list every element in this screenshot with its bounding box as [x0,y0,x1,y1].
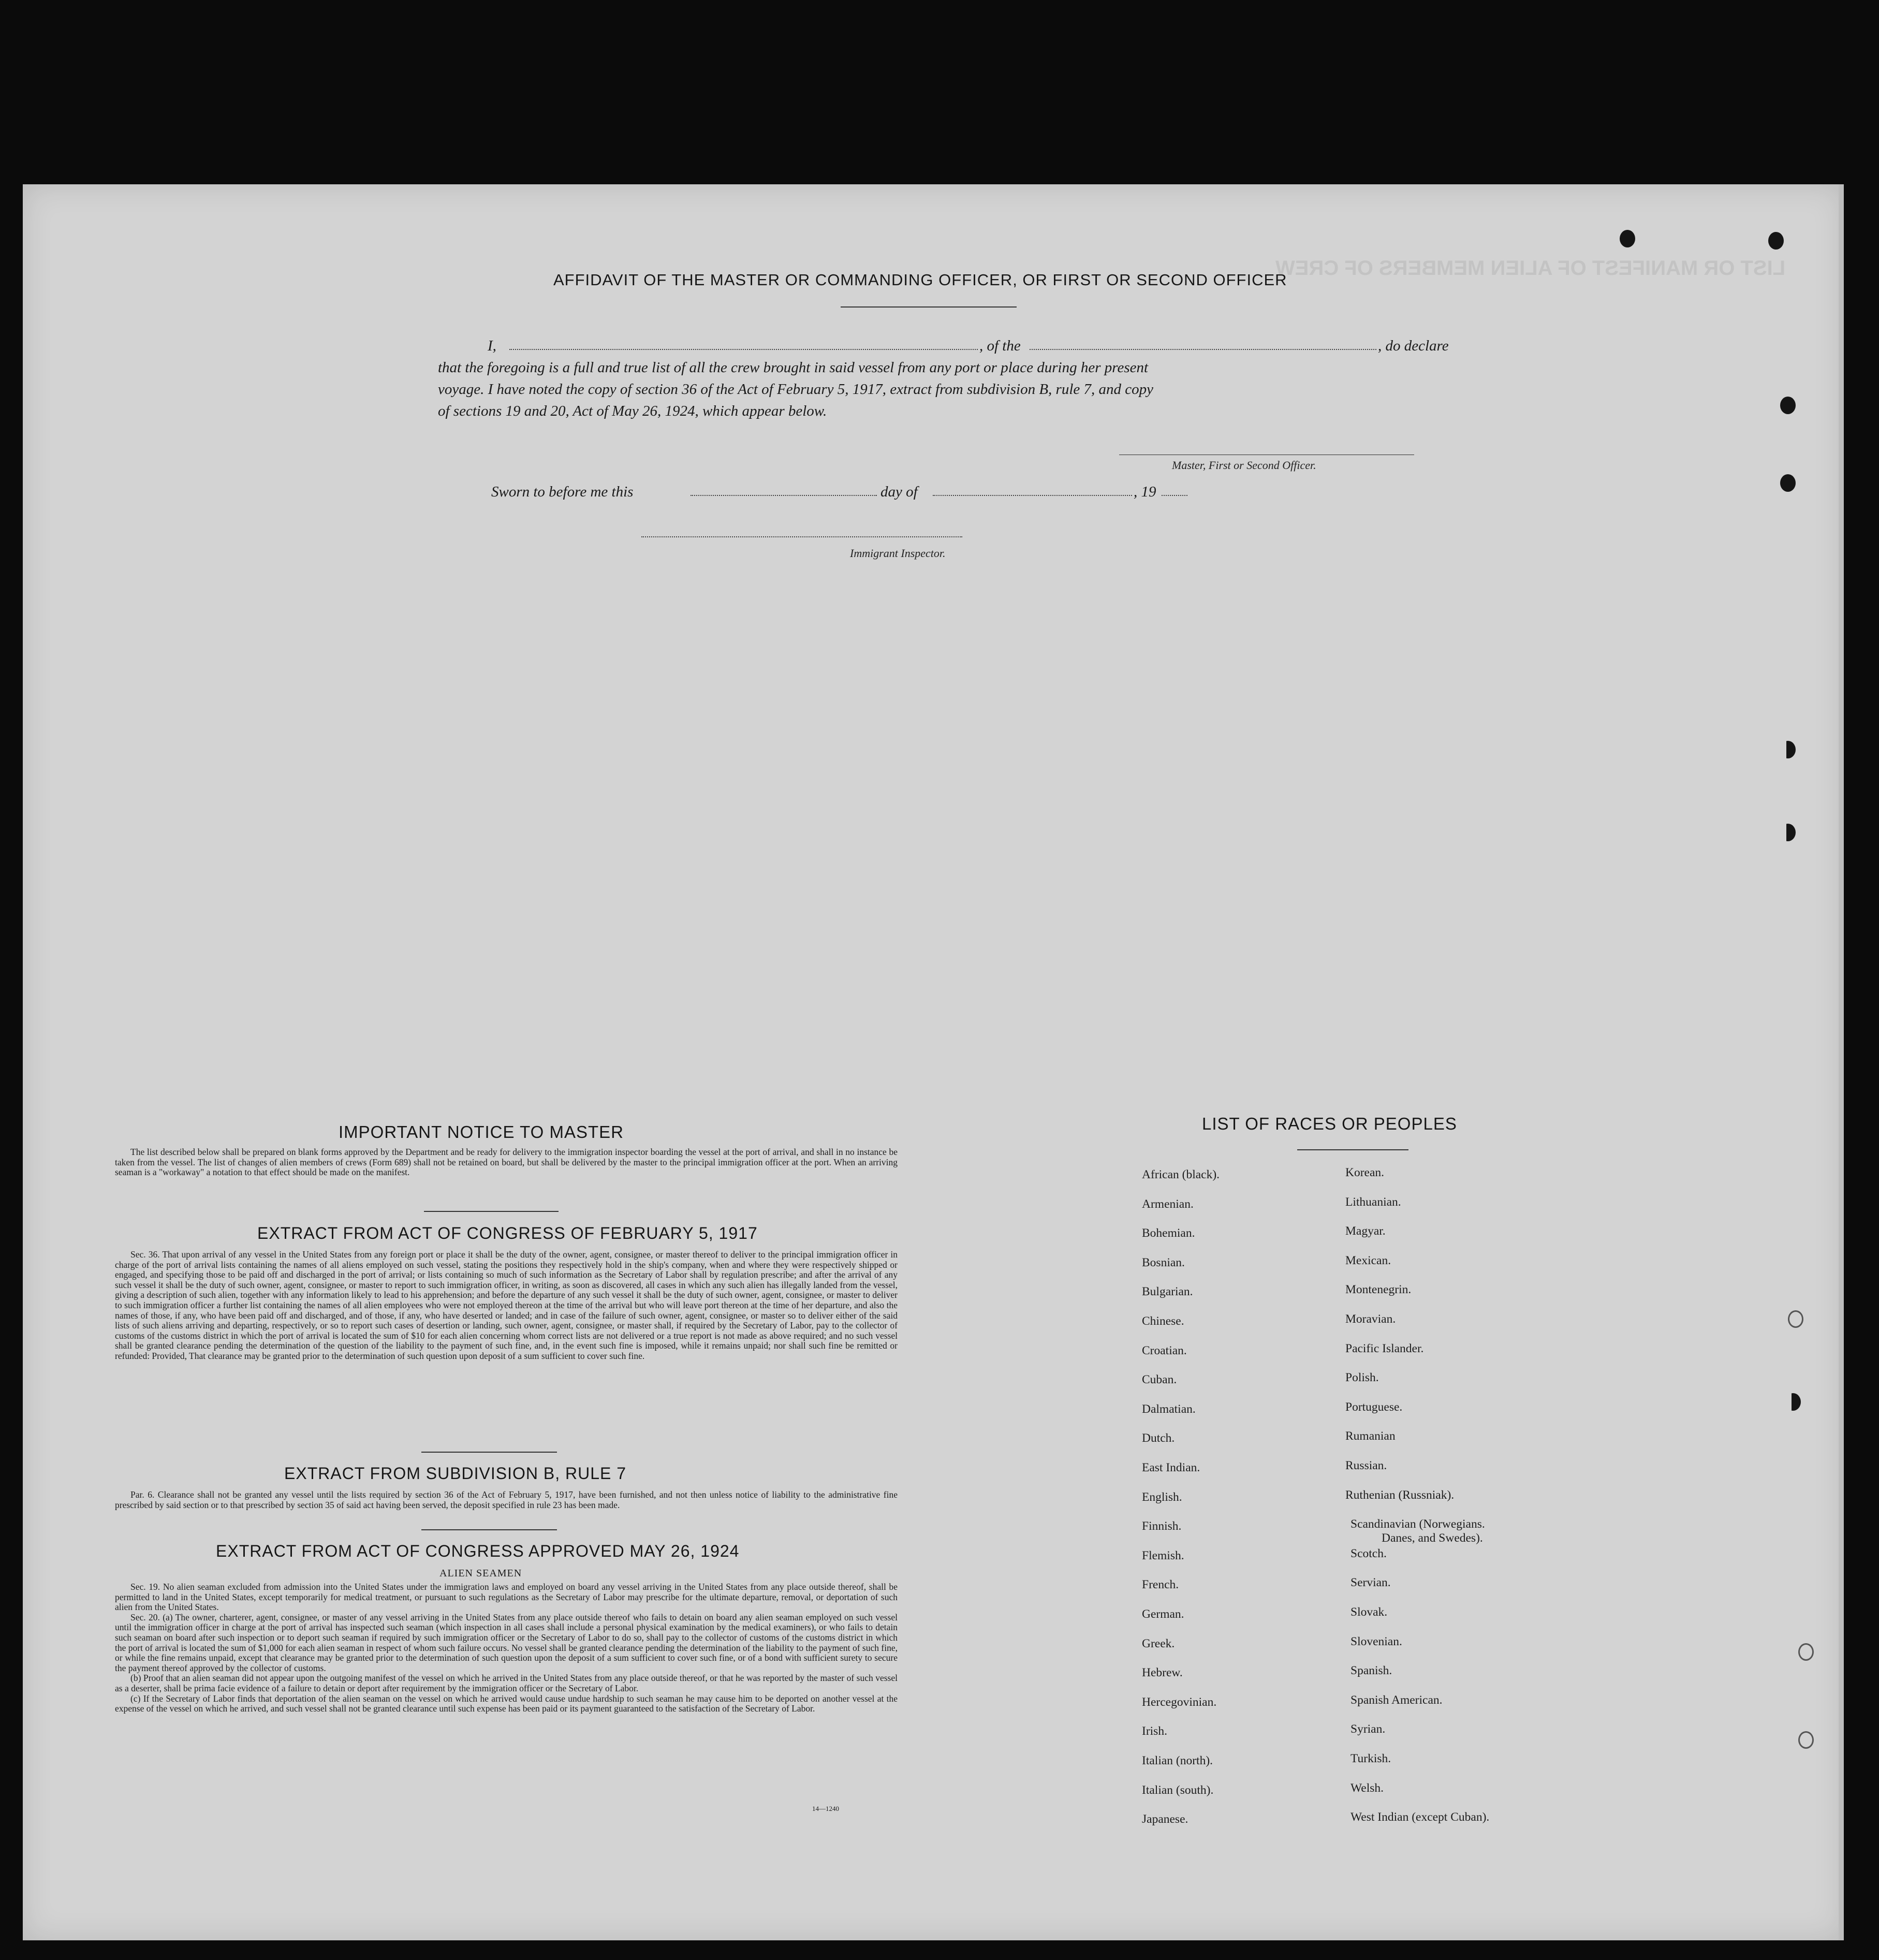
day-of-label: day of [880,484,918,500]
race-item: African (black). [1142,1168,1220,1181]
page-edge [1839,184,1844,1940]
race-item: Italian (south). [1142,1783,1214,1797]
race-item: Irish. [1142,1724,1167,1738]
sworn-month-blank[interactable] [933,495,1132,496]
sworn-label: Sworn to before me this [491,484,634,500]
race-item: Slovenian. [1350,1634,1402,1648]
race-item: Dalmatian. [1142,1402,1196,1416]
extract-1924-title: EXTRACT FROM ACT OF CONGRESS APPROVED MAY 26, 1924 [216,1542,740,1560]
race-item: Polish. [1345,1371,1379,1385]
race-item: Portuguese. [1345,1400,1403,1414]
divider [1297,1149,1408,1150]
race-item: Russian. [1345,1459,1387,1472]
rule-7-paragraph: Par. 6. Clearance shall not be granted any vessel until the lists required by section 36 of the Act of February 5, 1917, have been furnished, and not then unless notice of liability to the administrative fine prescribed by said section or to that prescribed by section 35 of said act having been served, the deposit specified in rule 23 has been made. [115,1489,898,1510]
affidavit-line-3: voyage. I have noted the copy of section 36 of the Act of February 5, 1917, extract from subdivision B, rule 7, and copy [438,381,1154,398]
inspector-signature-line[interactable] [641,536,962,537]
race-item: Italian (north). [1142,1754,1213,1767]
race-item: Hebrew. [1142,1666,1183,1680]
race-item: English. [1142,1490,1182,1504]
race-item: Syrian. [1350,1722,1386,1736]
race-item: Moravian. [1345,1312,1396,1326]
punch-hole [1788,1310,1803,1328]
section-36-paragraph: Sec. 36. That upon arrival of any vessel in the United States from any foreign port or place it shall be the duty of the owner, agent, consignee, or master thereof to deliver to the principal immigration officer in charge of the port of arrival lists containing the names of all aliens employed on such vessel, stating the positions they respectively hold in the ship's company, when and where they were respectively shipped or engaged, and specifying those to be paid off and discharged in the port of arrival; or lists containing so much of such information as the Secretary of Labor shall by regulation prescribe; and after the arrival of any such vessel it shall be the duty of such owner, agent, consignee, or master to report to such immigration officer, in writing, as soon as discovered, all cases in which any such alien has illegally landed from the vessel, giving a description of such alien, together with any information likely to lead to his apprehension; and before the departure of any such vessel it shall be the duty of such owner, agent, consignee, or master to deliver to such immigration officer a further list containing the names of all alien employees who were not employed thereon at the time of the arrival but who will leave port thereon at the time of her departure, and also the names of those, if any, who have been paid off and discharged, and of those, if any, who have deserted or landed; and in case of the failure of such owner, agent, consignee, or master so to deliver either of the said lists of such aliens arriving and departing, respectively, or so to report such cases of desertion or landing, such owner, agent, consignee, or master shall, if required by the Secretary of Labor, pay to the collector of customs of the customs district in which the port of arrival is located the sum of $10 for each alien concerning whom correct lists are not delivered or a true report is not made as above required; and no such vessel shall be granted clearance pending the determination of the question of the liability to the payment of such fine, and, in the event such fine is imposed, while it remains unpaid; nor shall such fine be remitted or refunded: Provided, That clearance may be granted prior to the determination of such question upon deposit of a sum sufficient to cover such fine. [115,1249,898,1361]
race-item: West Indian (except Cuban). [1350,1810,1490,1824]
race-item: Dutch. [1142,1431,1175,1445]
affidavit-line-2: that the foregoing is a full and true list of all the crew brought in said vessel from any port or place during her present [438,359,1149,376]
race-item: Croatian. [1142,1343,1187,1357]
affidavit-of-the: , of the [979,338,1021,354]
race-item: Magyar. [1345,1224,1386,1238]
form-number: 14—1240 [812,1805,839,1812]
race-item: Spanish American. [1350,1693,1443,1707]
extract-1917-title: EXTRACT FROM ACT OF CONGRESS OF FEBRUARY 5, 1917 [257,1224,758,1242]
bleed-through-text: LIST OR MANIFEST OF ALIEN MEMBERS OF CREW [1275,257,1786,280]
divider [421,1452,557,1453]
race-item: Ruthenian (Russniak). [1345,1488,1455,1502]
race-item: Pacific Islander. [1345,1341,1424,1355]
divider [424,1211,559,1212]
sworn-day-blank[interactable] [691,495,877,496]
race-item: Spanish. [1350,1664,1392,1678]
race-item-continuation: Danes, and Swedes). [1382,1531,1483,1545]
race-item: Cuban. [1142,1373,1177,1387]
notice-title: IMPORTANT NOTICE TO MASTER [339,1122,624,1142]
races-title: LIST OF RACES OR PEOPLES [1202,1114,1457,1133]
race-item: Scotch. [1350,1546,1387,1560]
section-20c-paragraph: (c) If the Secretary of Labor finds that deportation of the alien seaman on the vessel on which he arrived would cause undue hardship to such seaman he may cause him to be deported on another vessel at the expense of the vessel on which he arrived, and such vessel shall not be granted clearance until such expense has been paid or its payment guaranteed to the satisfaction of the Secretary of Labor. [115,1693,898,1714]
race-item: French. [1142,1578,1179,1592]
extract-1917-text [115,1250,898,1362]
notice-paragraph: The list described below shall be prepared on blank forms approved by the Department and be ready for delivery to the immigration inspector boarding the vessel at the port of arrival, and shall in no instance be taken from the vessel. The list of changes of alien members of crews (Form 689) shall not be retained on board, but shall be delivered by the master to the principal immigration officer at the port. When an arriving seaman is a "workaway" a notation to that effect should be made on the manifest. [115,1147,898,1178]
race-item: Bohemian. [1142,1226,1195,1240]
race-item: Servian. [1350,1576,1391,1590]
race-item: Welsh. [1350,1781,1384,1795]
race-item: Japanese. [1142,1812,1188,1826]
section-19-paragraph: Sec. 19. No alien seaman excluded from admission into the United States under the immigration laws and employed on board any vessel arriving in the United States from any place outside thereof, shall be permitted to land in the United States, except temporarily for medical treatment, or pursuant to such regulations as the Secretary of Labor may prescribe for the ultimate departure, removal, or deportation of such alien from the United States. [115,1582,898,1613]
race-item: Bosnian. [1142,1255,1185,1269]
vessel-blank[interactable] [1030,349,1376,350]
inspector-caption: Immigrant Inspector. [850,547,946,560]
race-item: Hercegovinian. [1142,1695,1217,1709]
punch-hole [1798,1731,1814,1749]
punch-hole [1620,230,1635,247]
race-item: German. [1142,1607,1184,1621]
form-page [23,184,1844,1940]
punch-hole [1768,232,1784,250]
race-item: Rumanian [1345,1429,1396,1443]
name-blank[interactable] [509,349,978,350]
section-20b-paragraph: (b) Proof that an alien seaman did not appear upon the outgoing manifest of the vessel on which he arrived in the United States from any place outside thereof, or that he was reported by the master of such vessel as a deserter, shall be prima facie evidence of a failure to detain or deport after requirement by the immigration officer or the Secretary of Labor. [115,1673,898,1693]
race-item: Greek. [1142,1636,1175,1650]
punch-hole [1780,397,1796,414]
race-item: Scandinavian (Norwegians. [1350,1517,1485,1531]
extract-1924-text [115,1582,898,1714]
affidavit-declare: , do declare [1378,338,1449,354]
race-item: Slovak. [1350,1605,1388,1619]
year-blank[interactable] [1162,495,1187,496]
punch-hole [1780,474,1796,492]
notice-text [115,1147,898,1178]
punch-hole [1798,1643,1814,1661]
affidavit-i: I, [488,338,496,354]
punch-hole [1785,1393,1801,1411]
race-item: East Indian. [1142,1461,1200,1474]
year-label: , 19 [1134,484,1156,500]
race-item: Finnish. [1142,1519,1182,1533]
punch-hole [1780,824,1796,841]
alien-seamen-subtitle: ALIEN SEAMEN [439,1568,522,1579]
master-caption: Master, First or Second Officer. [1172,459,1316,472]
race-item: Bulgarian. [1142,1285,1193,1299]
divider [421,1529,557,1530]
race-item: Turkish. [1350,1752,1391,1765]
title-underline [841,306,1017,308]
race-item: Chinese. [1142,1314,1184,1328]
section-20a-paragraph: Sec. 20. (a) The owner, charterer, agent, consignee, or master of any vessel arriving in the United States from any place outside thereof who fails to detain on board any alien seaman employed on such vessel until the immigration officer in charge at the port of arrival has inspected such seaman (which inspection in all cases shall include a personal physical examination by the medical examiners), or who fails to detain such seaman on board after such inspection or to deport such seaman if required by such immigration officer or the Secretary of Labor to do so, shall pay to the collector of customs of the customs district in which the port of arrival is located the sum of $1,000 for each alien seaman in respect of whom such failure occurs. No vessel shall be granted clearance pending the determination of the liability to the payment of such fine, or while the fine remains unpaid, except that clearance may be granted prior to the determination of such question upon the deposit of a sum sufficient to cover such fine, or of a bond with sufficient surety to secure the payment thereof approved by the collector of customs. [115,1612,898,1673]
race-item: Montenegrin. [1345,1283,1412,1297]
punch-hole [1780,741,1796,758]
race-item: Lithuanian. [1345,1195,1401,1209]
race-item: Armenian. [1142,1197,1194,1211]
rule-7-text [115,1490,898,1510]
race-item: Flemish. [1142,1548,1184,1562]
rule-7-title: EXTRACT FROM SUBDIVISION B, RULE 7 [284,1464,627,1483]
affidavit-line-4: of sections 19 and 20, Act of May 26, 1924, which appear below. [438,403,827,419]
affidavit-title: AFFIDAVIT OF THE MASTER OR COMMANDING OFFICER, OR FIRST OR SECOND OFFICER [553,271,1287,289]
race-item: Mexican. [1345,1253,1391,1267]
race-item: Korean. [1345,1166,1385,1179]
